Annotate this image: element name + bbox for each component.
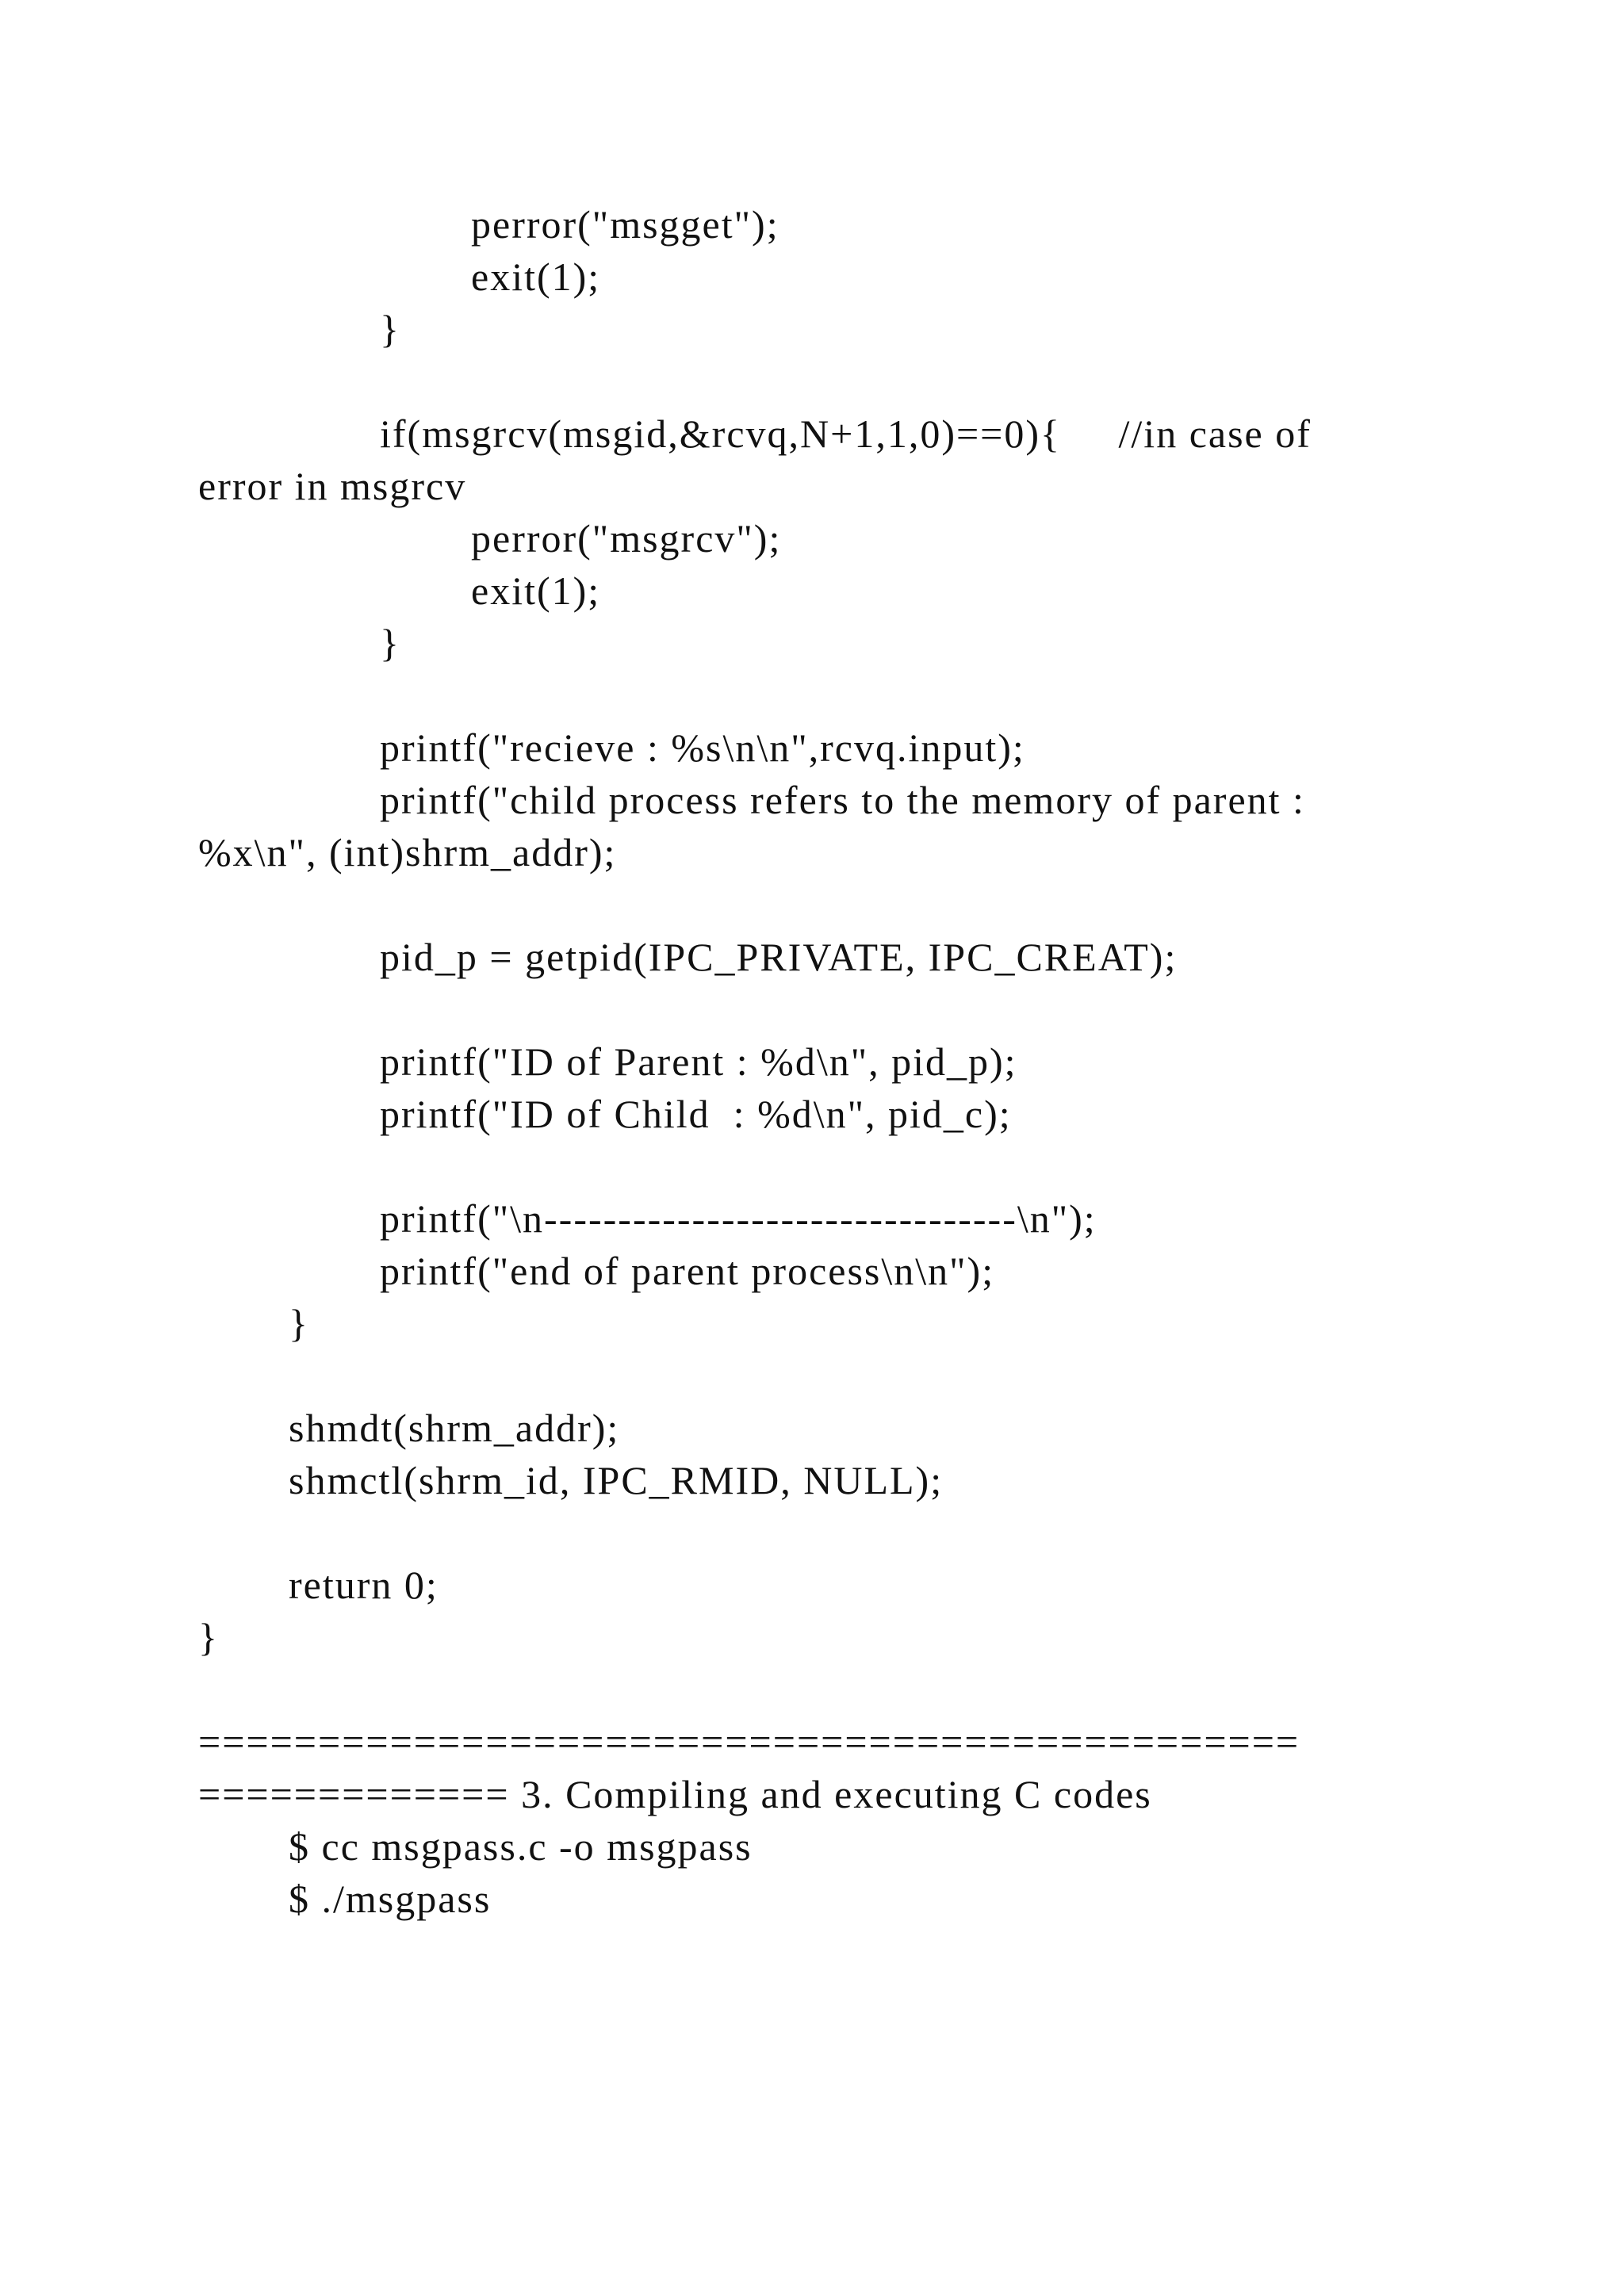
code-line: } [289,1301,309,1345]
command-line: $ cc msgpass.c -o msgpass [289,1824,753,1869]
code-line: } [380,621,400,665]
code-line: perror("msgrcv"); [471,516,782,561]
code-line: if(msgrcv(msgid,&rcvq,N+1,1,0)==0){ //in case of [380,411,1312,456]
code-line: } [380,307,400,351]
separator-line: ============================================== [198,1720,1300,1764]
code-line: } [198,1615,219,1659]
code-line: printf("ID of Parent : %d\n", pid_p); [380,1039,1017,1084]
code-line: error in msgrcv [198,464,467,508]
code-line: %x\n", (int)shrm_addr); [198,830,617,874]
code-line: return 0; [289,1563,439,1607]
command-line: $ ./msgpass [289,1877,492,1921]
code-line: exit(1); [471,254,601,299]
code-line: pid_p = getpid(IPC_PRIVATE, IPC_CREAT); [380,935,1178,979]
code-line: exit(1); [471,568,601,613]
section-heading: ============= 3. Compiling and executing C codes [198,1772,1152,1816]
code-line: printf("child process refers to the memory of parent : [380,778,1305,822]
code-line: perror("msgget"); [471,202,779,247]
code-line: shmctl(shrm_id, IPC_RMID, NULL); [289,1458,944,1502]
code-line: printf("end of parent process\n\n"); [380,1249,995,1293]
code-line: shmdt(shrm_addr); [289,1406,620,1450]
code-line: printf("recieve : %s\n\n",rcvq.input); [380,725,1025,770]
code-line: printf("\n--------------------------------\n"); [380,1196,1097,1241]
code-line: printf("ID of Child : %d\n", pid_c); [380,1092,1012,1136]
